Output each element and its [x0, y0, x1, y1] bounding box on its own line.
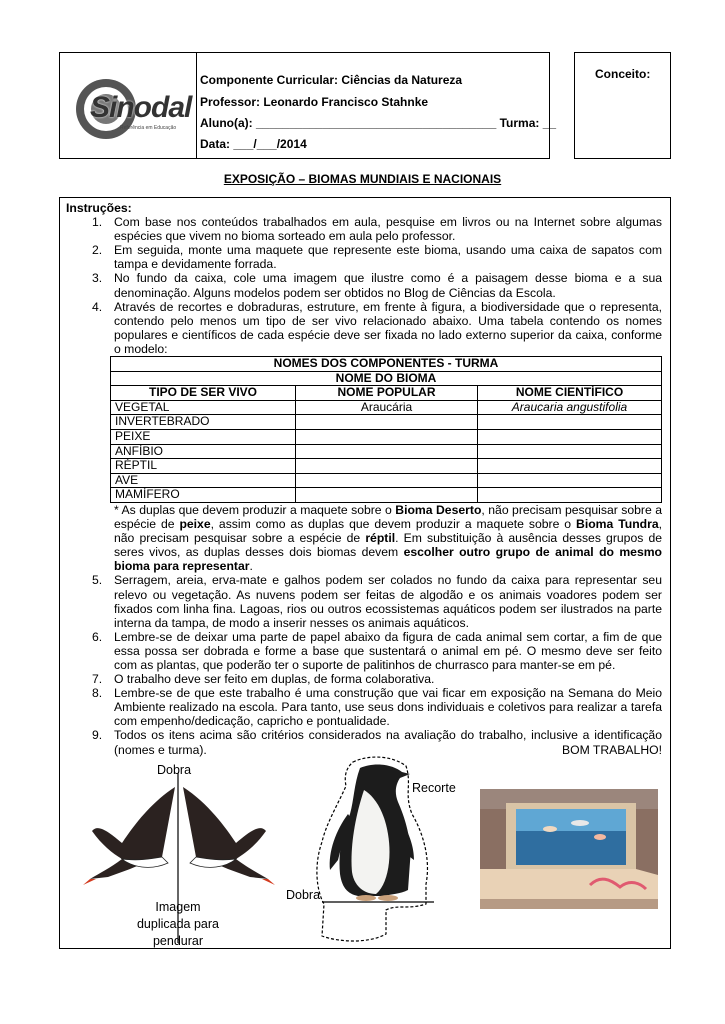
grade-label: Conceito: — [595, 67, 651, 81]
page-title: EXPOSIÇÃO – BIOMAS MUNDIAIS E NACIONAIS — [223, 172, 502, 186]
table-row: INVERTEBRADO — [111, 415, 662, 430]
table-row: RÉPTIL — [111, 459, 662, 474]
instruction-item: 4. Através de recortes e dobraduras, estruture, em frente à figura, a biodiversidade que o representa, contendo pelo menos um tipo de ser vivo relacionado abaixo. Uma tabela contendo os nomes populares e científicos de cada espécie deve ser fixada no lado externo superior da caixa, conforme o modelo: — [92, 299, 662, 356]
biome-note: * As duplas que devem produzir a maquete sobre o Bioma Deserto, não precisam pesquisar sobre a espécie de peixe, assim como as duplas que devem produzir a maquete sobre o Bioma Tundra, não precisam pesquisar sobre a espécie de réptil. Em substituição à ausência desses grupos de seres vivos, as duplas desses dois biomas devem escolher outro grupo de animal do mesmo bioma para representar. — [114, 502, 663, 574]
cutout-label: Recorte — [412, 781, 456, 795]
instruction-item: 7. O trabalho deve ser feito em duplas, de forma colaborativa. — [92, 672, 435, 687]
table-header: NOME POPULAR — [296, 386, 478, 401]
curricular-label: Componente Curricular: Ciências da Natureza — [200, 73, 463, 87]
professor-label: Professor: Leonardo Francisco Stahnke — [200, 95, 429, 109]
instruction-item: 5. Serragem, areia, erva-mate e galhos podem ser colados no fundo da caixa para representar seu relevo ou vegetação. As nuvens podem ser feitas de algodão e os animais voadores podem ser fixados com linha fina. Lagoas, rios ou outros ecossistemas aquáticos podem ser ilustrados na parte interna da tampa, de modo a inserir nesses os animais aquáticos. — [92, 573, 662, 630]
table-row: ANFÍBIO — [111, 444, 662, 459]
instructions-heading: Instruções: — [66, 201, 132, 215]
instruction-item: 6. Lembre-se de deixar uma parte de papel abaixo da figura de cada animal sem cortar, a fim de que essa possa ser dobrada e forme a base que sustentará o animal em pé. O mesmo deve ser feito com as plantas, que poderão ter o suporte de palitinhos de churrasco para manter-se em pé. — [92, 629, 662, 672]
student-field: Aluno(a): ____________________________________ Turma: __ — [200, 116, 557, 130]
date-field: Data: ___/___/2014 — [200, 137, 307, 151]
table-header: TIPO DE SER VIVO — [111, 386, 296, 401]
instruction-item: 1. Com base nos conteúdos trabalhados em aula, pesquise em livros ou na Internet sobre algumas espécies que vivem no bioma sorteado em aula pelo professor. — [92, 215, 662, 244]
table-row: MAMÍFERO — [111, 488, 662, 503]
table-row: VEGETAL Araucária Araucaria angustifolia — [111, 400, 662, 415]
fold-label: Dobra — [157, 763, 192, 777]
instruction-item: 3. No fundo da caixa, cole uma imagem que ilustre como é a paisagem desse bioma e a sua denominação. Alguns modelos podem ser obtidos no Blog de Ciências da Escola. — [92, 271, 662, 300]
table-subtitle: NOME DO BIOMA — [111, 371, 662, 386]
header-box — [59, 52, 557, 159]
logo-tagline: Referência em Educação — [120, 125, 177, 131]
grade-box — [574, 52, 671, 159]
table-title: NOMES DOS COMPONENTES - TURMA — [111, 357, 662, 372]
fold-label-bottom: Dobra — [286, 888, 321, 902]
header-divider — [196, 53, 197, 158]
table-header: NOME CIENTÍFICO — [478, 386, 662, 401]
table-row: AVE — [111, 473, 662, 488]
table-row: PEIXE — [111, 430, 662, 445]
logo-text: Sinodal — [90, 91, 192, 124]
bird-right-icon — [183, 787, 275, 885]
logo — [68, 63, 192, 147]
instruction-item: 2. Em seguida, monte uma maquete que represente este bioma, usando uma caixa de sapatos com tampa e devidamente forrada. — [92, 243, 662, 272]
duplicate-image-label: Imagem duplicada para pendurar — [136, 900, 219, 948]
closing-text: BOM TRABALHO! — [561, 742, 662, 757]
components-table — [110, 356, 662, 503]
shoebox-diorama-photo — [480, 789, 658, 909]
instructions-box — [59, 197, 671, 949]
instruction-item: 8. Lembre-se de que este trabalho é uma construção que vai ficar em exposição na Semana do Meio Ambiente realizado na escola. Para tanto, use seus dons individuais e coletivos para realizar a tarefa com empenho/dedicação, capricho e pontualidade. — [92, 686, 662, 729]
instruction-item: 9. Todos os itens acima são critérios considerados na avaliação do trabalho, inclusive a identificação (nomes e turma). BOM TRABALHO! — [92, 728, 662, 757]
bird-left-icon — [83, 787, 175, 885]
